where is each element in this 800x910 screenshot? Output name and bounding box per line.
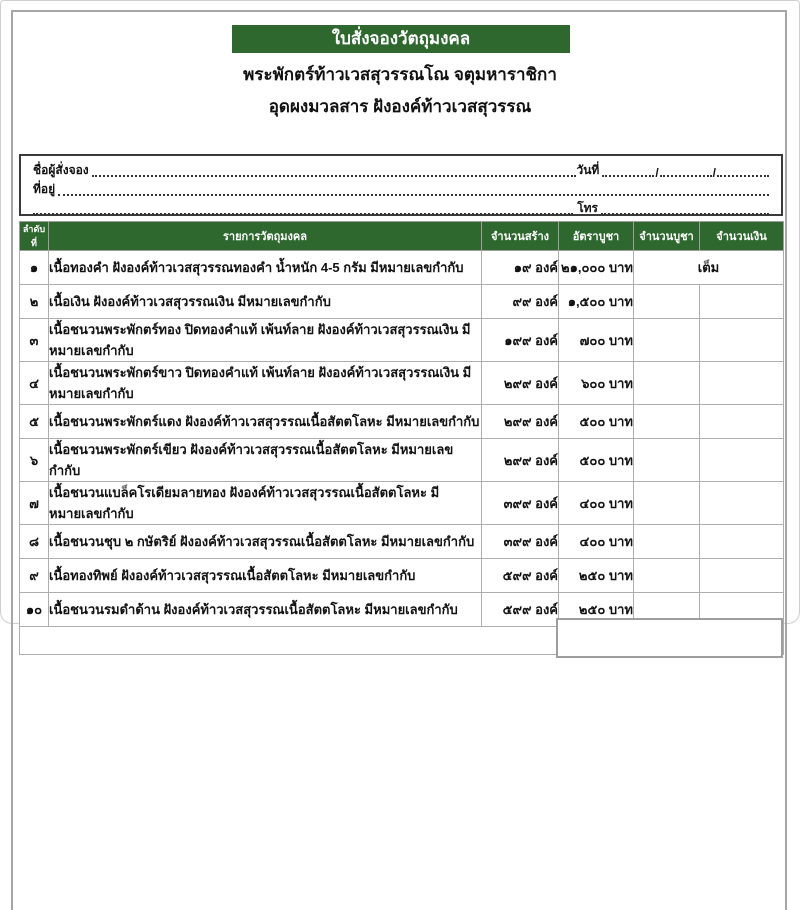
subtitle-line-2: อุดผงมวลสาร ฝังองค์ท้าวเวสสุวรรณ <box>268 97 532 116</box>
header-row-number: ลำดับที่ <box>20 222 49 251</box>
order-quantity-cell[interactable] <box>634 559 700 593</box>
header-order-quantity: จำนวนบูชา <box>634 222 700 251</box>
order-quantity-cell[interactable] <box>634 525 700 559</box>
table-row <box>20 405 784 439</box>
amount-cell[interactable] <box>700 319 784 362</box>
item-description: เนื้อทองคำ ฝังองค์ท้าวเวสสุวรรณทองคำ น้ำหนัก 4-5 กรัม มีหมายเลขกำกับ <box>49 251 482 285</box>
phone-input-line[interactable] <box>601 213 769 215</box>
price: ๑,๕๐๐ บาท <box>559 285 634 319</box>
price: ๕๐๐ บาท <box>559 405 634 439</box>
price: ๖๐๐ บาท <box>559 362 634 405</box>
amount-cell[interactable] <box>700 439 784 482</box>
item-description: เนื้อทองทิพย์ ฝังองค์ท้าวเวสสุวรรณเนื้อสัตตโลหะ มีหมายเลขกำกับ <box>49 559 482 593</box>
row-number: ๑๐ <box>20 593 49 627</box>
row-number: ๖ <box>20 439 49 482</box>
row-number: ๗ <box>20 482 49 525</box>
phone-line <box>33 199 769 218</box>
row-number: ๕ <box>20 405 49 439</box>
quantity-made: ๓๙๙ องค์ <box>482 525 559 559</box>
row-number: ๓ <box>20 319 49 362</box>
quantity-made: ๒๙๙ องค์ <box>482 439 559 482</box>
order-quantity-cell[interactable] <box>634 405 700 439</box>
item-description: เนื้อชนวนพระพักตร์ทอง ปิดทองคำแท้ เพ้นท์ลาย ฝังองค์ท้าวเวสสุวรรณเงิน มีหมายเลขกำกับ <box>49 319 482 362</box>
row-number: ๑ <box>20 251 49 285</box>
price: ๔๐๐ บาท <box>559 525 634 559</box>
price: ๒๕๐ บาท <box>559 593 634 627</box>
price: ๔๐๐ บาท <box>559 482 634 525</box>
item-description: เนื้อชนวนรมดำด้าน ฝังองค์ท้าวเวสสุวรรณเนื้อสัตตโลหะ มีหมายเลขกำกับ <box>49 593 482 627</box>
price: ๒๕๐ บาท <box>559 559 634 593</box>
address-line <box>33 180 769 199</box>
row-number: ๘ <box>20 525 49 559</box>
table-row <box>20 251 784 285</box>
amount-cell[interactable] <box>700 405 784 439</box>
date-label: วันที่ <box>576 163 600 177</box>
quantity-made: ๙๙ องค์ <box>482 285 559 319</box>
order-quantity-cell[interactable] <box>634 482 700 525</box>
quantity-made: ๒๙๙ องค์ <box>482 405 559 439</box>
quantity-made: ๑๙ องค์ <box>482 251 559 285</box>
table-row <box>20 362 784 405</box>
table-row <box>20 285 784 319</box>
amount-cell[interactable] <box>700 285 784 319</box>
price: ๒๑,๐๐๐ บาท <box>559 251 634 285</box>
date-separator: / <box>655 166 659 180</box>
date-year-line[interactable] <box>717 175 769 177</box>
order-quantity-cell[interactable] <box>634 439 700 482</box>
order-quantity-cell[interactable] <box>634 285 700 319</box>
header-price: อัตราบูชา <box>559 222 634 251</box>
total-row-spacer <box>20 627 559 655</box>
footer-box <box>556 618 783 658</box>
price: ๕๐๐ บาท <box>559 439 634 482</box>
address-continue-line[interactable] <box>33 213 573 215</box>
order-name-line <box>33 161 769 180</box>
subtitle-line-1: พระพักตร์ท้าวเวสสุวรรณโณ จตุมหาราชิกา <box>243 65 557 84</box>
quantity-made: ๒๙๙ องค์ <box>482 362 559 405</box>
item-description: เนื้อเงิน ฝังองค์ท้าวเวสสุวรรณเงิน มีหมายเลขกำกับ <box>49 285 482 319</box>
customer-info-box <box>19 154 783 216</box>
name-label: ชื่อผู้สั่งจอง <box>33 163 89 177</box>
quantity-made: ๕๙๙ องค์ <box>482 593 559 627</box>
quantity-made: ๑๙๙ องค์ <box>482 319 559 362</box>
row-number: ๙ <box>20 559 49 593</box>
amount-cell[interactable] <box>700 525 784 559</box>
item-description: เนื้อชนวนพระพักตร์เขียว ฝังองค์ท้าวเวสสุวรรณเนื้อสัตตโลหะ มีหมายเลขกำกับ <box>49 439 482 482</box>
table-row <box>20 439 784 482</box>
item-description: เนื้อชนวนชุบ ๒ กษัตริย์ ฝังองค์ท้าวเวสสุวรรณเนื้อสัตตโลหะ มีหมายเลขกำกับ <box>49 525 482 559</box>
header-quantity-made: จำนวนสร้าง <box>482 222 559 251</box>
phone-label: โทร <box>577 201 598 215</box>
item-description: เนื้อชนวนพระพักตร์แดง ฝังองค์ท้าวเวสสุวรรณเนื้อสัตตโลหะ มีหมายเลขกำกับ <box>49 405 482 439</box>
table-row <box>20 482 784 525</box>
address-label: ที่อยู่ <box>33 182 56 196</box>
table-row <box>20 559 784 593</box>
item-description: เนื้อชนวนพระพักตร์ขาว ปิดทองคำแท้ เพ้นท์ลาย ฝังองค์ท้าวเวสสุวรรณเงิน มีหมายเลขกำกับ <box>49 362 482 405</box>
date-day-line[interactable] <box>602 175 654 177</box>
order-quantity-cell[interactable] <box>634 362 700 405</box>
price: ๗๐๐ บาท <box>559 319 634 362</box>
row-number: ๔ <box>20 362 49 405</box>
sold-out-badge: เต็ม <box>634 251 784 285</box>
amount-cell[interactable] <box>700 482 784 525</box>
amount-cell[interactable] <box>700 362 784 405</box>
name-input-line[interactable] <box>92 175 577 177</box>
page-title: ใบสั่งจองวัตถุมงคล <box>232 25 570 53</box>
row-number: ๒ <box>20 285 49 319</box>
address-input-line[interactable] <box>58 194 769 196</box>
quantity-made: ๓๙๙ องค์ <box>482 482 559 525</box>
date-month-line[interactable] <box>660 175 712 177</box>
header-item: รายการวัตถุมงคล <box>49 222 482 251</box>
table-header-row <box>20 222 784 251</box>
date-separator: / <box>712 166 716 180</box>
item-description: เนื้อชนวนแบล็คโรเดียมลายทอง ฝังองค์ท้าวเวสสุวรรณเนื้อสัตตโลหะ มีหมายเลขกำกับ <box>49 482 482 525</box>
amulet-order-table <box>19 221 784 655</box>
header-amount: จำนวนเงิน <box>700 222 784 251</box>
quantity-made: ๕๙๙ องค์ <box>482 559 559 593</box>
order-quantity-cell[interactable] <box>634 319 700 362</box>
amount-cell[interactable] <box>700 559 784 593</box>
table-row <box>20 525 784 559</box>
table-row <box>20 319 784 362</box>
